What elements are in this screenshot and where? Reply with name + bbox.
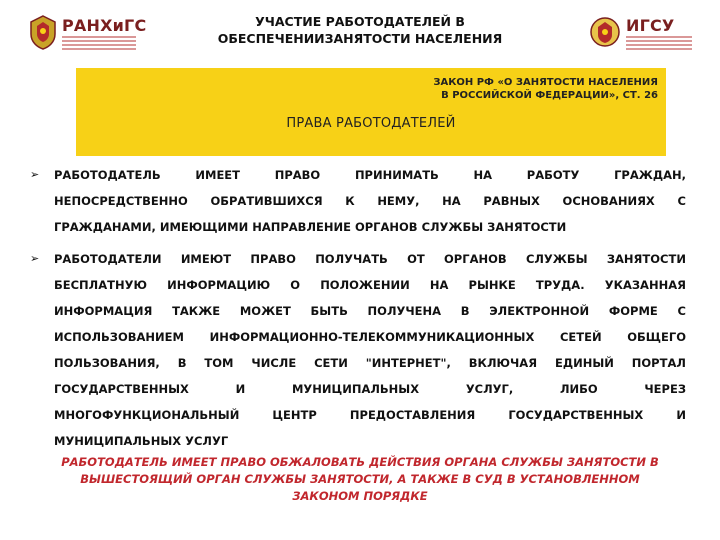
ranepa-logo bbox=[28, 14, 147, 54]
word: ГРАЖДАН, bbox=[614, 168, 686, 182]
word: НЕМУ, bbox=[377, 194, 420, 208]
word: НА bbox=[429, 278, 449, 292]
word: И bbox=[676, 408, 686, 422]
word: ЧИСЛЕ bbox=[251, 356, 297, 370]
word: УСЛУГ, bbox=[465, 382, 514, 396]
igsu-logo bbox=[586, 14, 696, 54]
word: ИМЕЕТ bbox=[195, 168, 240, 182]
word: ОСНОВАНИЯХ bbox=[562, 194, 655, 208]
appeal-right-note bbox=[30, 454, 690, 505]
ranepa-emblem-icon bbox=[28, 14, 58, 50]
word: ТОМ bbox=[204, 356, 234, 370]
igsu-logo-text: ИГСУ bbox=[626, 16, 675, 35]
title-line-2: ОБЕСПЕЧЕНИИЗАНЯТОСТИ НАСЕЛЕНИЯ bbox=[217, 31, 503, 46]
word: ИНФОРМАЦИОННО-ТЕЛЕКОММУНИКАЦИОННЫХ bbox=[209, 330, 535, 344]
word: БЫТЬ bbox=[310, 304, 348, 318]
word: ИНФОРМАЦИЮ bbox=[167, 278, 271, 292]
word: ОБРАТИВШИХСЯ bbox=[210, 194, 323, 208]
section-title: ПРАВА РАБОТОДАТЕЛЕЙ bbox=[286, 116, 456, 131]
text-line bbox=[54, 408, 686, 434]
word: ФОРМЕ bbox=[608, 304, 658, 318]
word: НА bbox=[442, 194, 461, 208]
word: РАБОТОДАТЕЛЬ bbox=[54, 168, 161, 182]
word: РАВНЫХ bbox=[483, 194, 540, 208]
word: ГОСУДАРСТВЕННЫХ bbox=[508, 408, 644, 422]
word: ПОЛЬЗОВАНИЯ, bbox=[54, 356, 160, 370]
word: ЭЛЕКТРОННОЙ bbox=[489, 304, 590, 318]
page-title bbox=[190, 13, 530, 47]
word: РАБОТУ bbox=[526, 168, 580, 182]
bullet-employer-hiring-right bbox=[30, 168, 686, 246]
word: МУНИЦИПАЛЬНЫХ bbox=[291, 382, 420, 396]
text-line bbox=[54, 304, 686, 330]
word: "ИНТЕРНЕТ", bbox=[365, 356, 451, 370]
word: ГОСУДАРСТВЕННЫХ bbox=[54, 382, 189, 396]
word: МНОГОФУНКЦИОНАЛЬНЫЙ bbox=[54, 408, 240, 422]
appeal-note-line-3: ЗАКОНОМ ПОРЯДКЕ bbox=[292, 489, 428, 503]
word: ПОРТАЛ bbox=[631, 356, 686, 370]
text-line bbox=[54, 356, 686, 382]
text-line bbox=[54, 382, 686, 408]
word: БЕСПЛАТНУЮ bbox=[54, 278, 147, 292]
word: ПОЛУЧАТЬ bbox=[315, 252, 388, 266]
word: НА bbox=[473, 168, 493, 182]
word: ЛИБО bbox=[559, 382, 598, 396]
law-reference-line-1: ЗАКОН РФ «О ЗАНЯТОСТИ НАСЕЛЕНИЯ bbox=[433, 77, 658, 88]
bullet-employer-information-right bbox=[30, 252, 686, 452]
appeal-note-line-2: ВЫШЕСТОЯЩИЙ ОРГАН СЛУЖБЫ ЗАНЯТОСТИ, А ТАКЖЕ В СУД В УСТАНОВЛЕННОМ bbox=[80, 472, 640, 486]
word: СЛУЖБЫ bbox=[525, 252, 588, 266]
word: МОЖЕТ bbox=[239, 304, 291, 318]
word: ТАКЖЕ bbox=[172, 304, 221, 318]
word: ПРЕДОСТАВЛЕНИЯ bbox=[349, 408, 476, 422]
word: РАБОТОДАТЕЛИ bbox=[54, 252, 162, 266]
word: ВКЛЮЧАЯ bbox=[468, 356, 538, 370]
word: ГРАЖДАНАМИ, ИМЕЮЩИМИ НАПРАВЛЕНИЕ ОРГАНОВ СЛУЖБЫ ЗАНЯТОСТИ bbox=[54, 220, 567, 234]
word: В bbox=[177, 356, 187, 370]
text-line bbox=[54, 252, 686, 278]
arrow-bullet-icon: ➢ bbox=[30, 252, 40, 265]
text-line bbox=[54, 330, 686, 356]
word: ИСПОЛЬЗОВАНИЕМ bbox=[54, 330, 184, 344]
word: ЦЕНТР bbox=[272, 408, 317, 422]
text-line bbox=[54, 220, 686, 246]
word: ПОЛОЖЕНИИ bbox=[320, 278, 410, 292]
rights-banner bbox=[76, 68, 666, 156]
word: С bbox=[677, 194, 686, 208]
word: НЕПОСРЕДСТВЕННО bbox=[54, 194, 188, 208]
text-line bbox=[54, 278, 686, 304]
word: МУНИЦИПАЛЬНЫХ УСЛУГ bbox=[54, 434, 229, 448]
word: К bbox=[345, 194, 355, 208]
word: ЗАНЯТОСТИ bbox=[606, 252, 686, 266]
arrow-bullet-icon: ➢ bbox=[30, 168, 40, 181]
word: РЫНКЕ bbox=[468, 278, 516, 292]
word: О bbox=[290, 278, 301, 292]
word: ЧЕРЕЗ bbox=[644, 382, 686, 396]
word: ПОЛУЧЕНА bbox=[367, 304, 442, 318]
word: УКАЗАННАЯ bbox=[604, 278, 686, 292]
appeal-note-line-1: РАБОТОДАТЕЛЬ ИМЕЕТ ПРАВО ОБЖАЛОВАТЬ ДЕЙСТВИЯ ОРГАНА СЛУЖБЫ ЗАНЯТОСТИ В bbox=[61, 455, 659, 469]
igsu-emblem-icon bbox=[590, 14, 620, 50]
word: ПРАВО bbox=[274, 168, 321, 182]
word: ИНФОРМАЦИЯ bbox=[54, 304, 153, 318]
title-line-1: УЧАСТИЕ РАБОТОДАТЕЛЕЙ В bbox=[255, 14, 465, 29]
word: И bbox=[235, 382, 246, 396]
word: ЕДИНЫЙ bbox=[554, 356, 614, 370]
law-reference bbox=[433, 76, 658, 102]
law-reference-line-2: В РОССИЙСКОЙ ФЕДЕРАЦИИ», СТ. 26 bbox=[441, 90, 658, 101]
word: СЕТЕЙ bbox=[559, 330, 602, 344]
word: С bbox=[677, 304, 686, 318]
text-line bbox=[54, 168, 686, 194]
text-line bbox=[54, 194, 686, 220]
igsu-logo-subtext bbox=[626, 36, 692, 52]
word: ОБЩЕГО bbox=[627, 330, 686, 344]
ranepa-logo-text: РАНХиГС bbox=[62, 16, 147, 35]
word: ИМЕЮТ bbox=[180, 252, 232, 266]
word: ПРАВО bbox=[250, 252, 296, 266]
word: ОРГАНОВ bbox=[444, 252, 507, 266]
word: ПРИНИМАТЬ bbox=[354, 168, 439, 182]
word: ТРУДА. bbox=[535, 278, 585, 292]
ranepa-logo-subtext bbox=[62, 36, 136, 52]
word: ОТ bbox=[407, 252, 425, 266]
word: В bbox=[460, 304, 470, 318]
word: СЕТИ bbox=[314, 356, 348, 370]
